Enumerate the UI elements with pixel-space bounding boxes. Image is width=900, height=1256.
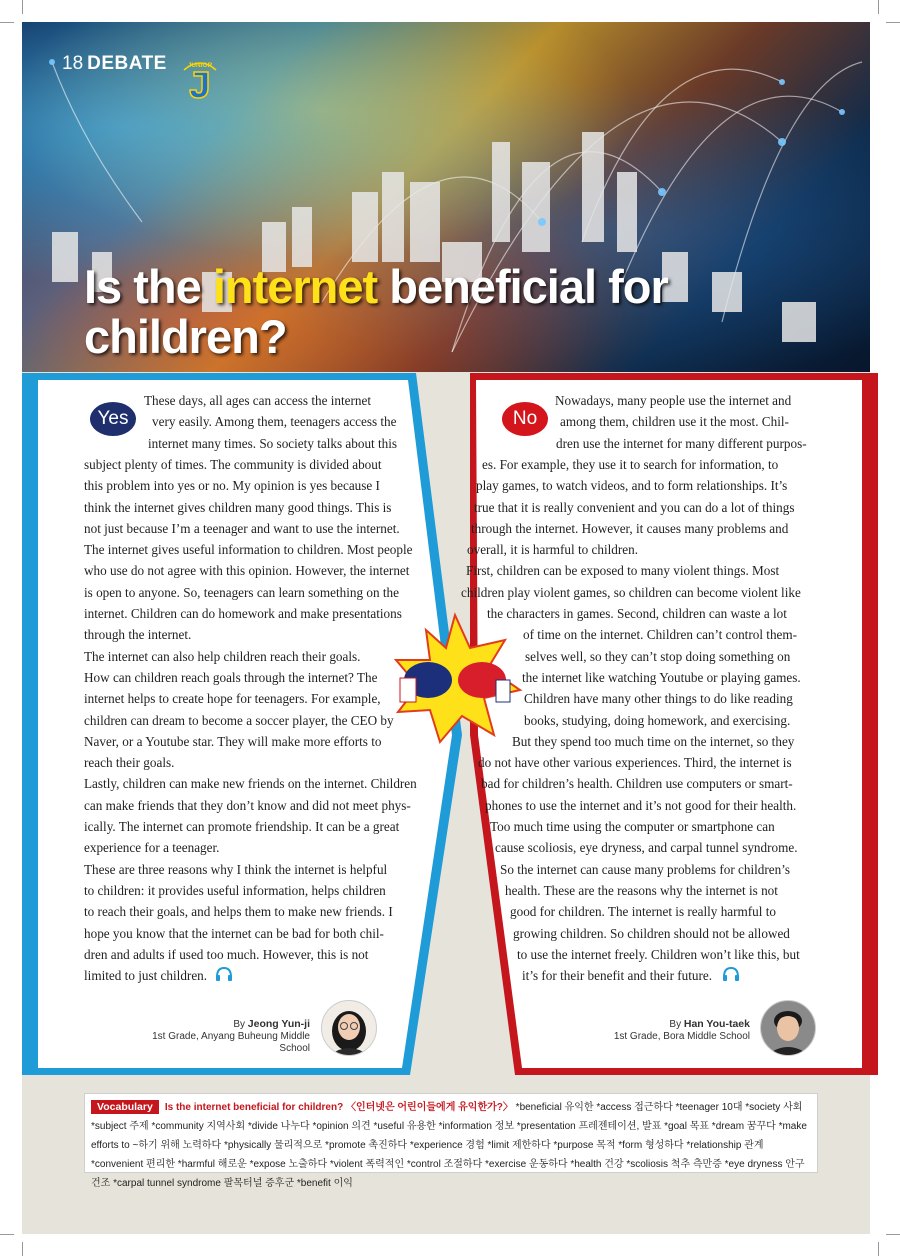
yes-text-line: reach their goals.: [84, 755, 175, 771]
no-text-line: the internet like watching Youtube or playing games.: [522, 669, 801, 685]
yes-text-line: is open to anyone. So, teenagers can learn something on the: [84, 584, 399, 600]
yes-text-line: who use do not agree with this opinion. However, the internet: [84, 563, 410, 579]
yes-text-line: Naver, or a Youtube star. They will make more efforts to: [84, 733, 382, 749]
no-text-line: to use the internet freely. Children won’t like this, but: [517, 946, 800, 962]
yes-text-line: ically. The internet can promote friendship. It can be a great: [84, 819, 400, 834]
vocabulary-text: [91, 1098, 811, 1193]
yes-text-line: to children: it provides useful information, helps children: [84, 882, 386, 898]
no-text-line: es. For example, they use it to search for information, to: [482, 456, 779, 472]
yes-text-line: this problem into yes or no. My opinion is yes because I: [84, 478, 380, 494]
yes-text-line: subject plenty of times. The community is divided about: [84, 456, 382, 472]
yes-school: 1st Grade, Anyang Buheung Middle School: [152, 1031, 310, 1054]
page-number: 18: [62, 53, 84, 74]
title-highlight: internet: [212, 260, 378, 313]
yes-text-line: not just because I’m a teenager and want to use the internet.: [84, 520, 400, 536]
no-author: Han You-taek: [683, 1018, 750, 1030]
yes-text-line: internet many times. So society talks about this: [148, 435, 398, 451]
no-author-photo: [760, 1000, 816, 1056]
yes-text-line: internet helps to create hope for teenagers. For example,: [84, 691, 381, 707]
vocabulary-label: Vocabulary: [91, 1100, 159, 1114]
yes-text-line: dren and adults if used too much. However, this is not: [84, 946, 369, 962]
yes-byline: By Jeong Yun-ji 1st Grade, Anyang Buheung Middle School: [130, 1018, 310, 1055]
yes-text-line: through the internet.: [84, 627, 192, 643]
vocabulary-box: [84, 1093, 818, 1189]
headphones-icon: [215, 966, 233, 982]
no-text-line: selves well, so they can’t stop doing something on: [525, 648, 791, 664]
no-text-line: overall, it is harmful to children.: [467, 542, 639, 558]
no-text-line: do not have other various experiences. Third, the internet is: [478, 755, 792, 771]
yes-text-line: The internet can also help children reach their goals.: [84, 648, 361, 664]
yes-text-line: These days, all ages can access the internet: [144, 393, 372, 408]
yes-text-line: Lastly, children can make new friends on the internet. Children: [84, 776, 417, 792]
yes-text-line: can make friends that they don’t know and did not meet phys-: [84, 797, 411, 813]
no-text-line: books, studying, doing homework, and exercising.: [524, 712, 791, 728]
no-text-line: growing children. So children should not be allowed: [513, 925, 790, 941]
no-text-line: But they spend too much time on the internet, so they: [512, 733, 795, 749]
vocabulary-title: Is the internet beneficial for children? 〈인터넷은 어린이들에게 유익한가?〉: [164, 1102, 513, 1113]
yes-text-line: The internet gives useful information to children. Most people: [84, 542, 413, 558]
no-text-line: play games, to watch videos, and to form relationships. It’s: [476, 478, 788, 494]
yes-text-line: very easily. Among them, teenagers access the: [152, 414, 397, 430]
junior-badge-text: JUNIOR: [187, 62, 213, 69]
yes-author: Jeong Yun-ji: [247, 1018, 310, 1030]
no-text-line: true that it is really convenient and you can do a lot of things: [474, 499, 795, 515]
no-text-line: through the internet. However, it causes many problems and: [471, 520, 789, 536]
vocabulary-entries: *beneficial 유익한 *access 접근하다 *teenager 10대 *society 사회 *subject 주제 *community 지역사회 *divide 나누다 *opinion 의견 *useful 유용한 *information 정보 *presentation 프레젠테이션, 발표 *goal 목표 *dream 꿈꾸다 *make efforts to ~하기 위해 노력하다 *physically 물리적으로 *promote 촉진하다 *experience 경험 *limit 제한하다 *purpose 목적 *form 형성하다 *relationship 관계 *convenient 편리한 *harmful 해로운 *expose 노출하다 *violent 폭력적인 *control 조절하다 *exercise 운동하다 *health 건강 *scoliosis 척추 측만증 *eye dryness 안구 건조 *carpal tunnel syndrome 팔목터널 증후군 *benefit 이익: [91, 1102, 807, 1189]
no-text-line: phones to use the internet and it’s not good for their health.: [485, 797, 797, 813]
yes-text-line: children can dream to become a soccer player, the CEO by: [84, 712, 394, 728]
yes-author-photo: [321, 1000, 377, 1056]
yes-text-line: These are three reasons why I think the internet is helpful: [84, 861, 388, 877]
no-text-line: it’s for their benefit and their future.: [522, 968, 713, 984]
yes-text-line: experience for a teenager.: [84, 840, 220, 856]
no-text-line: good for children. The internet is really harmful to: [510, 904, 776, 920]
headphones-icon: [722, 966, 740, 982]
no-school: 1st Grade, Bora Middle School: [613, 1031, 750, 1042]
no-text-line: health. These are the reasons why the internet is not: [505, 882, 778, 898]
no-text-line: Nowadays, many people use the internet and: [555, 393, 792, 408]
no-text-line: Children have many other things to do like reading: [524, 691, 793, 707]
no-text-line: So the internet can cause many problems for children’s: [500, 861, 791, 877]
section-label: DEBATE: [87, 53, 167, 74]
no-text-line: children play violent games, so children can become violent like: [461, 584, 801, 600]
no-text-line: bad for children’s health. Children use computers or smart-: [481, 776, 793, 792]
no-badge: No: [502, 402, 548, 436]
no-text-line: of time on the internet. Children can’t control them-: [523, 627, 798, 643]
no-text-line: among them, children use it the most. Chil-: [560, 414, 789, 430]
yes-text-line: How can children reach goals through the internet? The: [84, 669, 378, 685]
yes-text-line: limited to just children.: [84, 968, 208, 984]
yes-badge: Yes: [90, 402, 136, 436]
page-title: Is the internet beneficial for children?: [84, 260, 668, 363]
yes-text-line: hope you know that the internet can be bad for both chil-: [84, 925, 384, 941]
no-text-line: cause scoliosis, eye dryness, and carpal tunnel syndrome.: [495, 840, 798, 856]
yes-text-line: think the internet gives children many good things. This is: [84, 499, 392, 515]
no-text-line: the characters in games. Second, children can waste a lot: [487, 606, 787, 621]
no-text-line: Too much time using the computer or smartphone can: [490, 819, 775, 834]
yes-text-line: internet. Children can do homework and make presentations: [84, 606, 402, 621]
yes-text-line: to reach their goals, and helps them to make new friends. I: [84, 904, 393, 920]
no-text-line: dren use the internet for many different purpos-: [556, 435, 807, 451]
no-text-line: First, children can be exposed to many violent things. Most: [466, 563, 780, 579]
no-byline: By Han You-taek 1st Grade, Bora Middle School: [570, 1018, 750, 1043]
